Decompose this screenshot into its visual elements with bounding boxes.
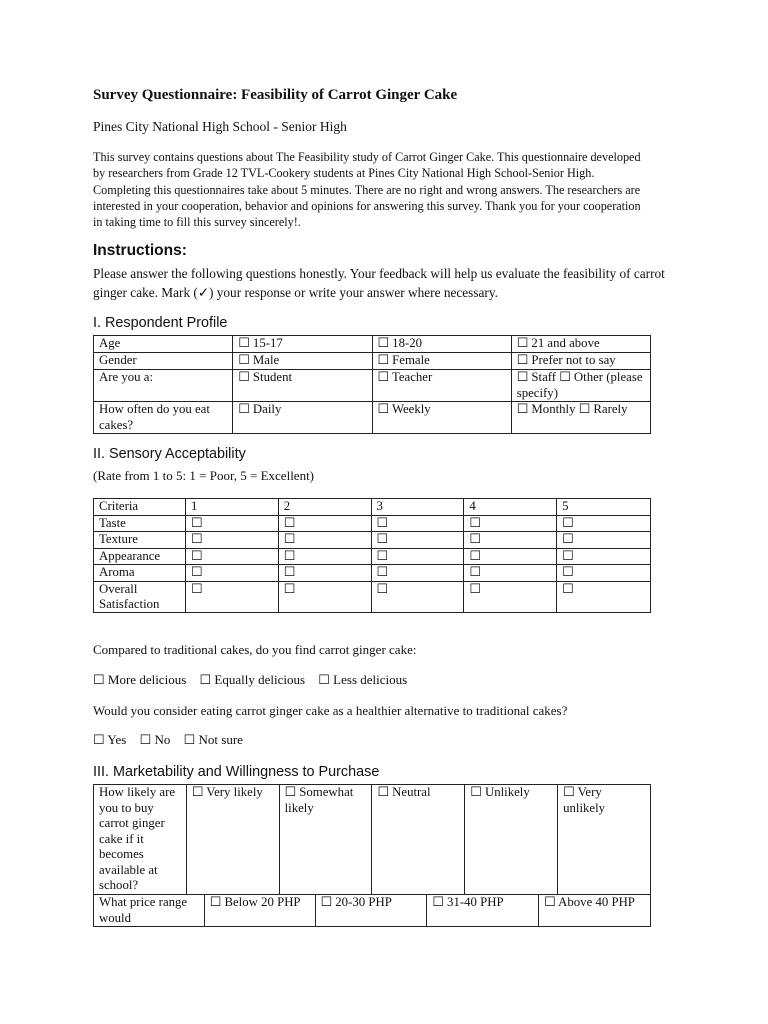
- option-very-likely[interactable]: ☐ Very likely: [186, 785, 279, 895]
- rating-checkbox[interactable]: ☐: [185, 565, 278, 582]
- table-row: [94, 336, 651, 353]
- table-row: [94, 353, 651, 370]
- row-label: How often do you eat cakes?: [94, 402, 233, 434]
- rating-checkbox[interactable]: ☐: [464, 548, 557, 565]
- column-header: 3: [371, 499, 464, 516]
- rating-checkbox[interactable]: ☐: [371, 581, 464, 612]
- section-respondent-profile: I. Respondent Profile: [93, 315, 228, 331]
- instructions-text: Please answer the following questions honestly. Your feedback will help us evaluate the feasibility of carrot ginger cake. Mark (✓) your response or write your answer where necessary.: [93, 266, 665, 300]
- option-cell[interactable]: ☐ 21 and above: [511, 336, 650, 353]
- rating-checkbox[interactable]: ☐: [371, 515, 464, 532]
- option-somewhat-likely[interactable]: ☐ Somewhat likely: [279, 785, 372, 895]
- rating-checkbox[interactable]: ☐: [185, 548, 278, 565]
- rating-checkbox[interactable]: ☐: [371, 565, 464, 582]
- table-header-row: [94, 499, 651, 516]
- table-row: [94, 785, 651, 895]
- option-cell[interactable]: ☐ Teacher: [372, 370, 511, 402]
- rating-checkbox[interactable]: ☐: [464, 581, 557, 612]
- column-header: 1: [185, 499, 278, 516]
- rating-checkbox[interactable]: ☐: [371, 548, 464, 565]
- rating-checkbox[interactable]: ☐: [557, 548, 651, 565]
- table-row: [94, 402, 651, 434]
- option-cell[interactable]: ☐ Daily: [233, 402, 372, 434]
- option-cell[interactable]: ☐ Weekly: [372, 402, 511, 434]
- intro-paragraph: This survey contains questions about The Feasibility study of Carrot Ginger Cake. This questionnaire developed by researchers from Grade 12 TVL-Cookery students at Pines City National High School-Senior High. Completing this questionnaires take about 5 minutes. There are no right and wrong answers. The researchers are interested in your cooperation, behavior and opinions for answering this survey. Thank you for your cooperation in taking time to fill this survey sincerely!.: [93, 150, 641, 230]
- rating-checkbox[interactable]: ☐: [278, 532, 371, 549]
- option-cell[interactable]: ☐ Student: [233, 370, 372, 402]
- option-equally-delicious[interactable]: ☐ Equally delicious: [199, 672, 306, 687]
- section-sensory-acceptability: II. Sensory Acceptability: [93, 446, 246, 462]
- option-no[interactable]: ☐ No: [139, 732, 171, 747]
- option-31-40[interactable]: ☐ 31-40 PHP: [427, 895, 539, 927]
- section-marketability: III. Marketability and Willingness to Purchase: [93, 764, 380, 780]
- price-question: What price range would: [94, 895, 205, 927]
- rating-checkbox[interactable]: ☐: [185, 515, 278, 532]
- criteria-label: Overall Satisfaction: [94, 581, 186, 612]
- page-title: Survey Questionnaire: Feasibility of Carrot Ginger Cake: [93, 87, 458, 103]
- column-header: 5: [557, 499, 651, 516]
- rating-checkbox[interactable]: ☐: [464, 515, 557, 532]
- school-name: Pines City National High School - Senior High: [93, 119, 347, 134]
- likelihood-table: [93, 784, 651, 895]
- column-header: Criteria: [94, 499, 186, 516]
- rating-checkbox[interactable]: ☐: [371, 532, 464, 549]
- price-table: [93, 894, 651, 927]
- option-cell[interactable]: ☐ Monthly ☐ Rarely: [511, 402, 650, 434]
- rating-checkbox[interactable]: ☐: [557, 532, 651, 549]
- option-less-delicious[interactable]: ☐ Less delicious: [318, 672, 408, 687]
- row-label: Age: [94, 336, 233, 353]
- rating-checkbox[interactable]: ☐: [278, 515, 371, 532]
- comparison-options: [93, 672, 417, 688]
- option-unlikely[interactable]: ☐ Unlikely: [465, 785, 558, 895]
- sensory-table: [93, 498, 651, 613]
- option-cell[interactable]: ☐ Male: [233, 353, 372, 370]
- rating-checkbox[interactable]: ☐: [464, 565, 557, 582]
- rating-checkbox[interactable]: ☐: [185, 532, 278, 549]
- criteria-label: Texture: [94, 532, 186, 549]
- option-cell[interactable]: ☐ 18-20: [372, 336, 511, 353]
- column-header: 4: [464, 499, 557, 516]
- row-label: Are you a:: [94, 370, 233, 402]
- option-20-30[interactable]: ☐ 20-30 PHP: [315, 895, 427, 927]
- table-row: [94, 581, 651, 612]
- rating-checkbox[interactable]: ☐: [278, 581, 371, 612]
- table-row: [94, 515, 651, 532]
- instructions-heading: Instructions:: [93, 242, 187, 259]
- option-cell[interactable]: ☐ Staff ☐ Other (please specify): [511, 370, 650, 402]
- table-row: [94, 370, 651, 402]
- likelihood-question: How likely are you to buy carrot ginger cake if it becomes available at school?: [94, 785, 187, 895]
- row-label: Gender: [94, 353, 233, 370]
- respondent-profile-table: [93, 335, 651, 434]
- option-cell[interactable]: ☐ Female: [372, 353, 511, 370]
- table-row: [94, 565, 651, 582]
- criteria-label: Appearance: [94, 548, 186, 565]
- criteria-label: Aroma: [94, 565, 186, 582]
- table-row: [94, 548, 651, 565]
- rating-checkbox[interactable]: ☐: [185, 581, 278, 612]
- healthier-options: [93, 732, 253, 748]
- rating-note: (Rate from 1 to 5: 1 = Poor, 5 = Excellent): [93, 468, 315, 483]
- option-above-40[interactable]: ☐ Above 40 PHP: [539, 895, 651, 927]
- option-cell[interactable]: ☐ 15-17: [233, 336, 372, 353]
- rating-checkbox[interactable]: ☐: [464, 532, 557, 549]
- table-row: [94, 532, 651, 549]
- rating-checkbox[interactable]: ☐: [278, 565, 371, 582]
- rating-checkbox[interactable]: ☐: [557, 581, 651, 612]
- option-not-sure[interactable]: ☐ Not sure: [183, 732, 243, 747]
- rating-checkbox[interactable]: ☐: [557, 515, 651, 532]
- healthier-question: Would you consider eating carrot ginger cake as a healthier alternative to traditional cakes?: [93, 703, 568, 718]
- criteria-label: Taste: [94, 515, 186, 532]
- option-very-unlikely[interactable]: ☐ Very unlikely: [558, 785, 651, 895]
- option-yes[interactable]: ☐ Yes: [93, 732, 127, 747]
- table-row: [94, 895, 651, 927]
- comparison-question: Compared to traditional cakes, do you find carrot ginger cake:: [93, 642, 417, 657]
- option-below-20[interactable]: ☐ Below 20 PHP: [204, 895, 315, 927]
- rating-checkbox[interactable]: ☐: [278, 548, 371, 565]
- rating-checkbox[interactable]: ☐: [557, 565, 651, 582]
- option-cell[interactable]: ☐ Prefer not to say: [511, 353, 650, 370]
- option-neutral[interactable]: ☐ Neutral: [372, 785, 465, 895]
- column-header: 2: [278, 499, 371, 516]
- option-more-delicious[interactable]: ☐ More delicious: [93, 672, 187, 687]
